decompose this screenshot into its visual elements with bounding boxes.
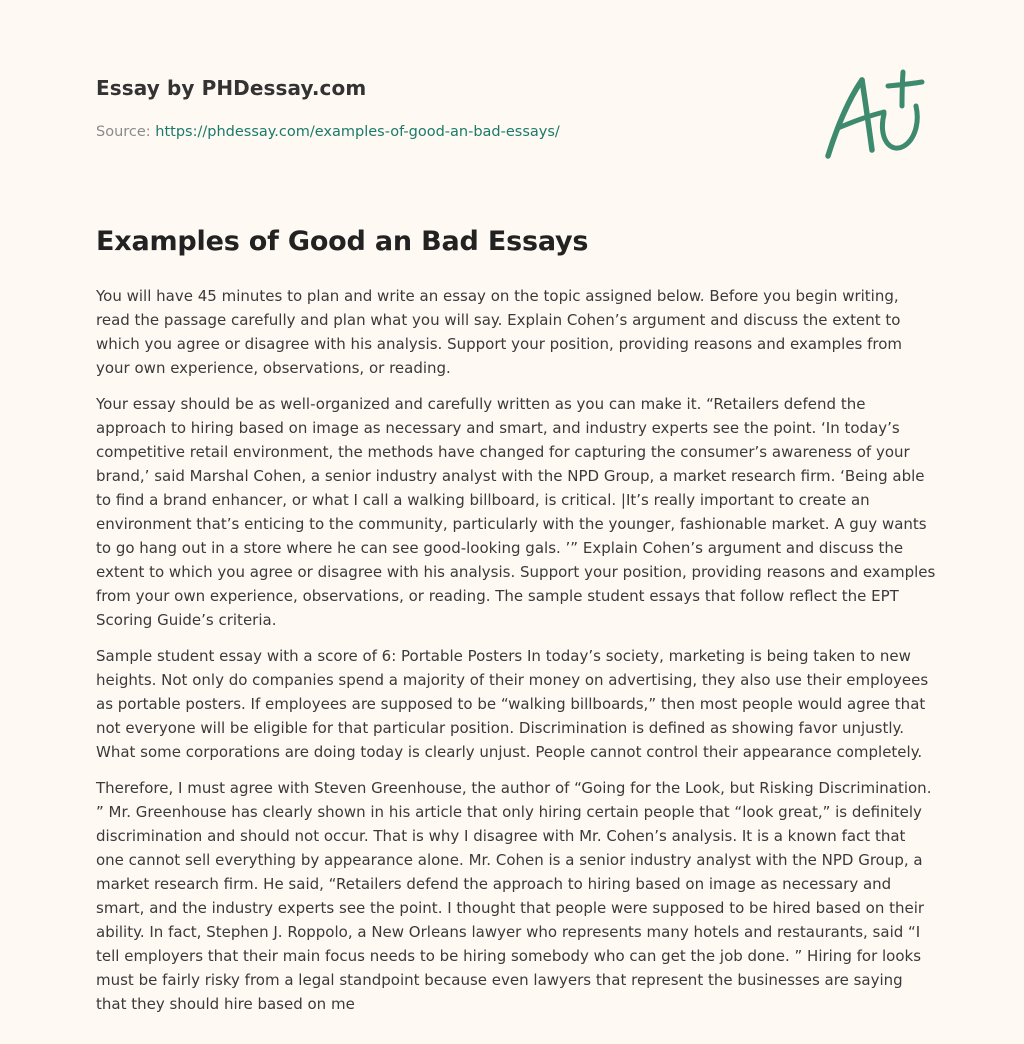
essay-paragraph: You will have 45 minutes to plan and write an essay on the topic assigned below. Before you begin writing, read the passage carefully and plan what you will say. Explain Cohen’s argument and discuss the extent to which you agree or disagree with his analysis. Support your position, providing reasons and examples from your own experience, observations, or reading. xyxy=(96,287,903,377)
site-title: Essay by PHDessay.com xyxy=(96,76,367,100)
source-label: Source: xyxy=(96,124,151,140)
essay-paragraph: Therefore, I must agree with Steven Greenhouse, the author of “Going for the Look, but Risking Discrimination. ” Mr. Greenhouse has clearly shown in his article that only hiring certain people that “look great,” is definitely discrimination and should not occur. That is why I disagree with Mr. Cohen’s analysis. It is a known fact that one cannot sell everything by appearance alone. Mr. Cohen is a senior industry analyst with the NPD Group, a market research firm. He said, “Retailers defend the approach to hiring based on image as necessary and smart, and the industry experts see the point. I thought that people were supposed to be hired based on their ability. In fact, Stephen J. Roppolo, a New Orleans lawyer who represents many hotels and restaurants, said “I tell employers that their main focus needs to be hiring somebody who can get the job done. ” Hiring for looks must be fairly risky from a legal standpoint because even lawyers that represent the businesses are saying that they should hire based on me xyxy=(96,779,932,1013)
source-line xyxy=(96,124,560,140)
essay-title: Examples of Good an Bad Essays xyxy=(96,226,589,257)
essay-paragraph: Sample student essay with a score of 6: Portable Posters In today’s society, marketing is being taken to new heights. Not only do companies spend a majority of their money on advertising, they also use their employees as portable posters. If employees are supposed to be “walking billboards,” then most people would agree that not everyone will be eligible for that particular position. Discrimination is defined as showing favor unjustly. What some corporations are doing today is clearly unjust. People cannot control their appearance completely. xyxy=(96,647,929,761)
essay-paragraph: Your essay should be as well-organized and carefully written as you can make it. “Retailers defend the approach to hiring based on image as necessary and smart, and industry experts see the point. ‘In today’s competitive retail environment, the methods have changed for capturing the consumer’s awareness of your brand,’ said Marshal Cohen, a senior industry analyst with the NPD Group, a market research firm. ‘Being able to find a brand enhancer, or what I call a walking billboard, is critical. |It’s really important to create an environment that’s enticing to the community, particularly with the younger, fashionable market. A guy wants to go hang out in a store where he can see good-looking gals. ’” Explain Cohen’s argument and discuss the extent to which you agree or disagree with his analysis. Support your position, providing reasons and examples from your own experience, observations, or reading. The sample student essays that follow reflect the EPT Scoring Guide’s criteria. xyxy=(96,395,936,629)
essay-body xyxy=(96,284,936,1028)
source-link[interactable]: https://phdessay.com/examples-of-good-an-bad-essays/ xyxy=(155,124,560,140)
a-plus-grade-icon xyxy=(822,64,928,164)
